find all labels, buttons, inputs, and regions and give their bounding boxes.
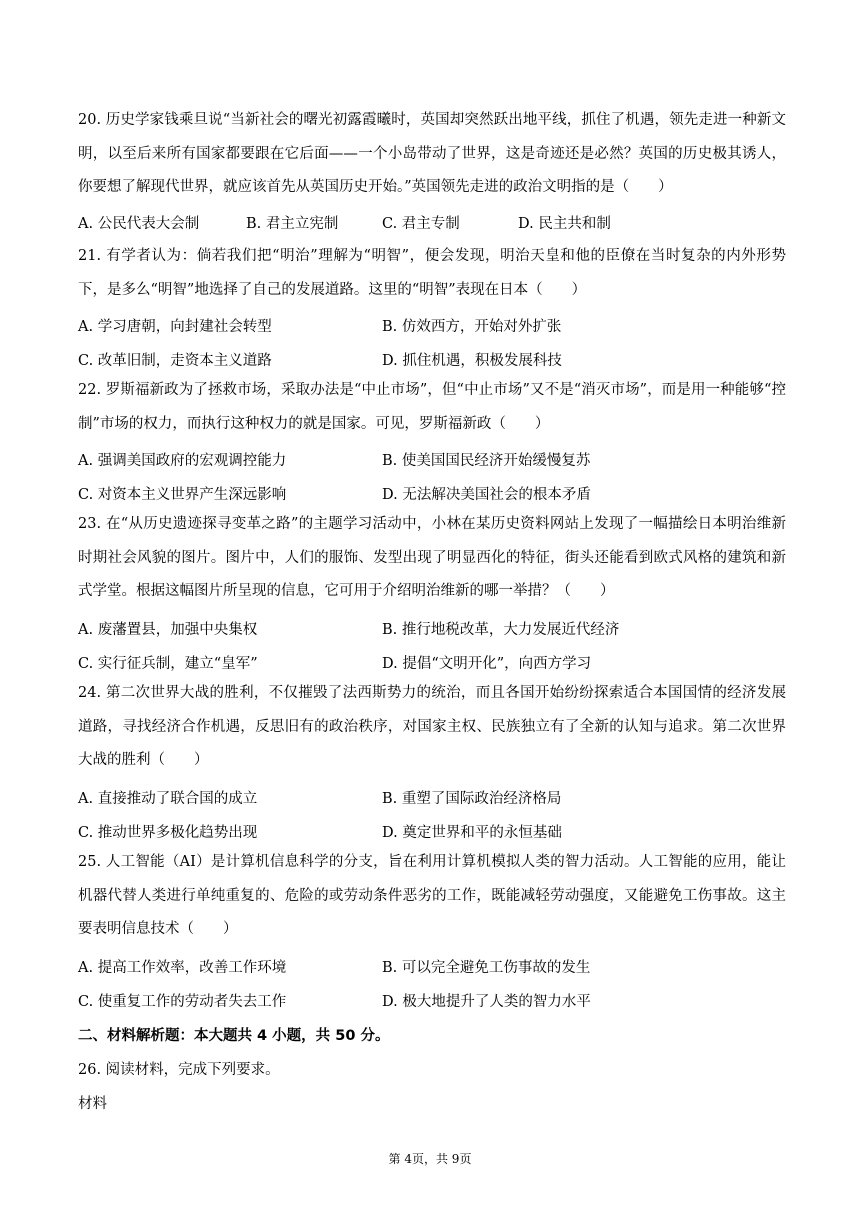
question-24-option-c: C. 推动世界多极化趋势出现 [78,825,258,841]
question-22-option-a: A. 强调美国政府的宏观调控能力 [78,453,287,469]
page-number: 第 4页，共 9页 [388,1152,472,1166]
question-23-option-d: D. 提倡“文明开化”，向西方学习 [382,656,592,672]
question-21-options-row2 [78,349,786,373]
question-22-stem: 22. 罗斯福新政为了拯救市场，采取办法是“中止市场”，但“中止市场”又不是“消灭市场”，而是用一种能够“控制”市场的权力，而执行这种权力的就是国家。可见，罗斯福新政（ ） [78,382,786,432]
question-25-option-b: B. 可以完全避免工伤事故的发生 [382,960,591,976]
question-23-options-row2 [78,652,786,676]
question-25-options-row2 [78,990,786,1014]
question-24-option-b: B. 重塑了国际政治经济格局 [382,791,562,807]
question-21-stem: 21. 有学者认为：倘若我们把“明治”理解为“明智”，便会发现，明治天皇和他的臣僚在当时复杂的内外形势下，是多么“明智”地选择了自己的发展道路。这里的“明智”表现在日本（ ） [78,248,786,298]
question-24-option-a: A. 直接推动了联合国的成立 [78,791,258,807]
question-22-option-b: B. 使美国国民经济开始缓慢复苏 [382,453,591,469]
question-22-options-row2 [78,483,786,507]
question-23-option-c: C. 实行征兵制，建立“皇军” [78,656,258,672]
question-21-option-b: B. 仿效西方，开始对外扩张 [382,319,562,335]
question-20-option-a: A. 公民代表大会制 [78,216,200,232]
question-22-options-row1 [78,449,786,473]
question-20-stem: 20. 历史学家钱乘旦说“当新社会的曙光初露霞曦时，英国却突然跃出地平线，抓住了机遇，领先走进一种新文明，以至后来所有国家都要跟在它后面——一个小岛带动了世界，这是奇迹还是必然？英国的历史极其诱人，你要想了解现代世界，就应该首先从英国历史开始。”英国领先走进的政治文明指的是（ ） [78,112,786,195]
question-25-option-d: D. 极大地提升了人类的智力水平 [382,994,591,1010]
question-20-option-d: D. 民主共和制 [518,216,611,232]
question-22-option-d: D. 无法解决美国社会的根本矛盾 [382,487,591,503]
question-23-stem: 23. 在“从历史遗迹探寻变革之路”的主题学习活动中，小林在某历史资料网站上发现了一幅描绘日本明治维新时期社会风貌的图片。图片中，人们的服饰、发型出现了明显西化的特征，街头还能看到欧式风格的建筑和新式学堂。根据这幅图片所呈现的信息，它可用于介绍明治维新的哪一举措？（ ） [78,516,786,599]
material-label: 材料 [78,1096,107,1112]
question-24-options-row2 [78,821,786,845]
question-21-option-d: D. 抓住机遇，积极发展科技 [382,353,562,369]
question-24-option-d: D. 奠定世界和平的永恒基础 [382,825,562,841]
question-23-option-a: A. 废藩置县，加强中央集权 [78,622,258,638]
question-20-option-b: B. 君主立宪制 [246,216,339,232]
question-26-instruction: 26. 阅读材料，完成下列要求。 [78,1062,280,1078]
question-23-option-b: B. 推行地税改革，大力发展近代经济 [382,622,620,638]
question-20-option-c: C. 君主专制 [382,216,460,232]
question-25-options-row1 [78,956,786,980]
question-23-options-row1 [78,618,786,642]
question-22-option-c: C. 对资本主义世界产生深远影响 [78,487,287,503]
question-21-options-row1 [78,315,786,339]
section-2-heading: 二、材料解析题：本大题共 4 小题，共 50 分。 [78,1028,390,1044]
question-20-options [78,212,786,236]
question-24-stem: 24. 第二次世界大战的胜利，不仅摧毁了法西斯势力的统治，而且各国开始纷纷探索适合本国国情的经济发展道路，寻找经济合作机遇，反思旧有的政治秩序，对国家主权、民族独立有了全新的认知与追求。第二次世界大战的胜利（ ） [78,685,786,768]
question-21-option-c: C. 改革旧制，走资本主义道路 [78,353,272,369]
question-25-option-a: A. 提高工作效率，改善工作环境 [78,960,287,976]
question-25-stem: 25. 人工智能（AI）是计算机信息科学的分支，旨在利用计算机模拟人类的智力活动。人工智能的应用，能让机器代替人类进行单纯重复的、危险的或劳动条件恶劣的工作，既能减轻劳动强度，又能避免工伤事故。这主要表明信息技术（ ） [78,854,786,937]
question-21-option-a: A. 学习唐朝，向封建社会转型 [78,319,272,335]
question-25-option-c: C. 使重复工作的劳动者失去工作 [78,994,287,1010]
question-24-options-row1 [78,787,786,811]
